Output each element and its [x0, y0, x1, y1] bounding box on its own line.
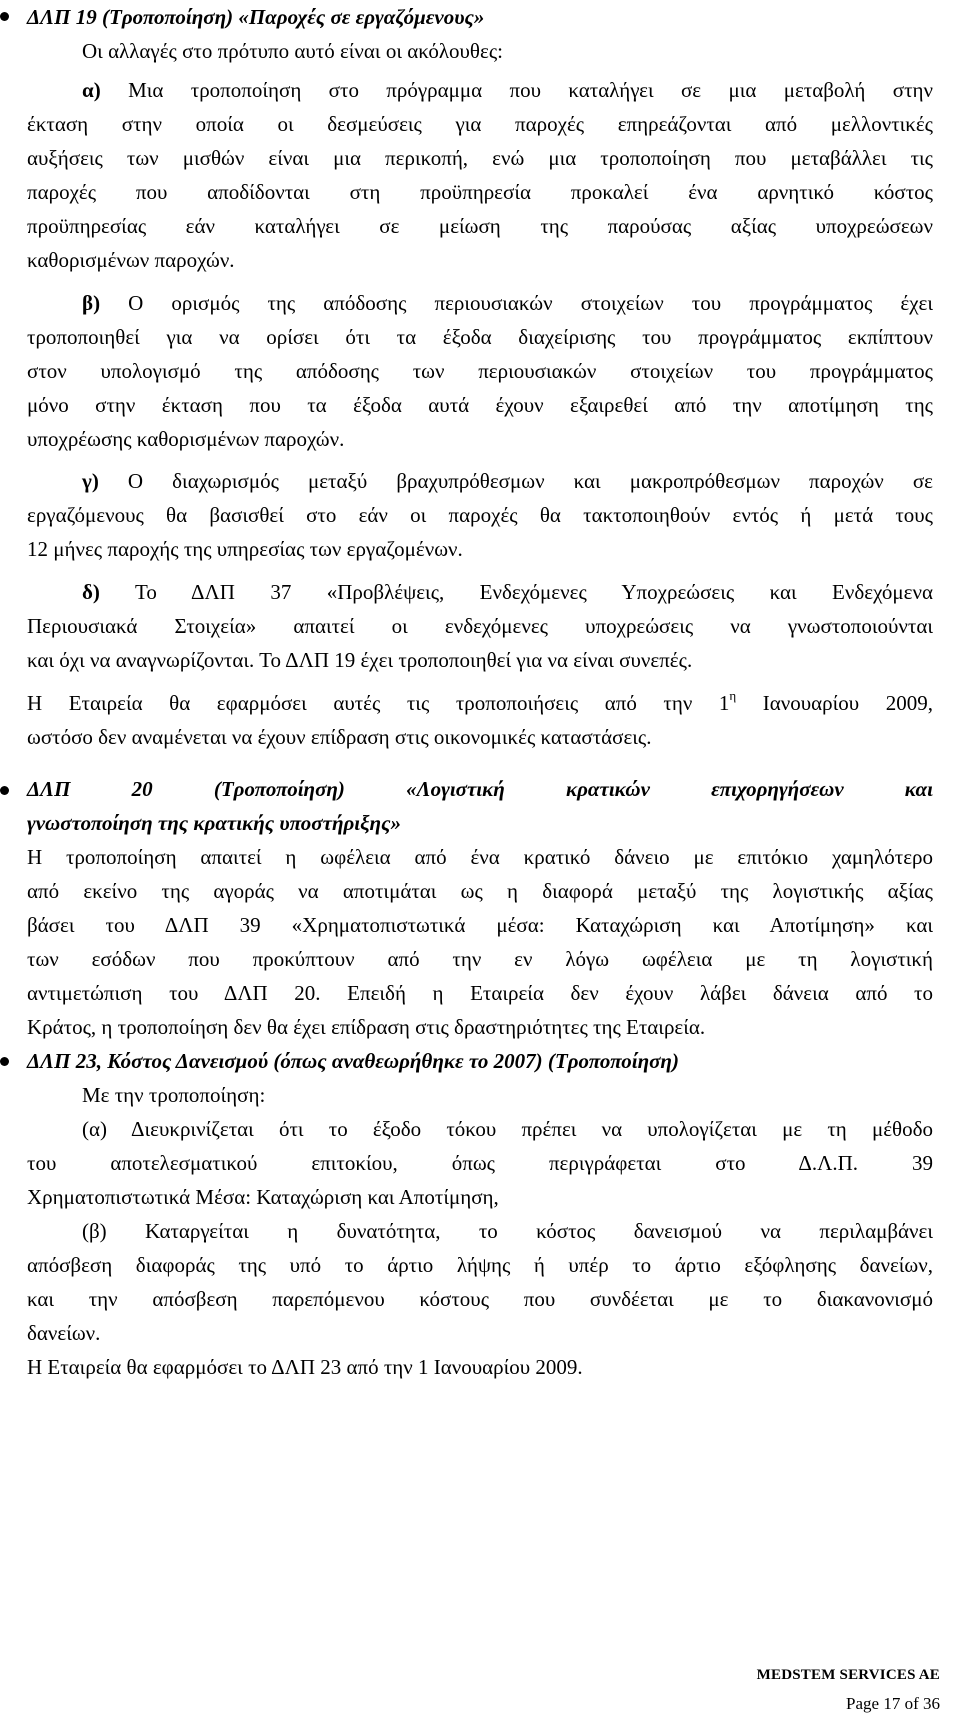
paragraph-text: Το ΔΛΠ 37 «Προβλέψεις, Ενδεχόμενες Υποχρεώσεις και Ενδεχόμενα — [134, 580, 933, 604]
item-label: α) — [82, 78, 101, 102]
paragraph-line — [82, 75, 933, 105]
paragraph-line — [27, 688, 933, 718]
paragraph-line: (α) Διευκρινίζεται ότι το έξοδο τόκου πρέπει να υπολογίζεται με τη μέθοδο — [82, 1117, 933, 1141]
paragraph-line: και την απόσβεση παρεπόμενου κόστους που συνδέεται με το διακανονισμό — [27, 1287, 933, 1311]
paragraph-line: Η Εταιρεία θα εφαρμόσει το ΔΛΠ 23 από την 1 Ιανουαρίου 2009. — [27, 1355, 583, 1379]
paragraph-line: παροχές που αποδίδονται στη προϋπηρεσία προκαλεί ένα αρνητικό κόστος — [27, 180, 933, 204]
paragraph-line — [82, 577, 933, 607]
bullet-dot — [0, 1057, 9, 1066]
paragraph-line: του αποτελεσματικού επιτοκίου, όπως περιγράφεται στο Δ.Λ.Π. 39 — [27, 1151, 933, 1175]
paragraph-line: στον υπολογισμό της απόδοσης των περιουσιακών στοιχείων του προγράμματος — [27, 359, 933, 383]
paragraph-line: απόσβεση διαφοράς της υπό το άρτιο λήψης ή υπέρ το άρτιο εξόφλησης δανείων, — [27, 1253, 933, 1277]
paragraph-line: Περιουσιακά Στοιχεία» απαιτεί οι ενδεχόμενες υποχρεώσεις να γνωστοποιούνται — [27, 614, 933, 638]
paragraph-line: βάσει του ΔΛΠ 39 «Χρηματοπιστωτικά μέσα: Καταχώριση και Αποτίμηση» και — [27, 913, 933, 937]
paragraph-text: Η Εταιρεία θα εφαρμόσει αυτές τις τροποποιήσεις από την 1 — [27, 691, 730, 715]
paragraph-line — [82, 466, 933, 496]
item-label: γ) — [82, 469, 99, 493]
paragraph-text: Μια τροποποίηση στο πρόγραμμα που καταλήγει σε μια μεταβολή στην — [128, 78, 933, 102]
paragraph-line: 12 μήνες παροχής της υπηρεσίας των εργαζομένων. — [27, 537, 463, 561]
footer-company-name: MEDSTEM SERVICES AE — [756, 1667, 940, 1683]
paragraph-line: (β) Καταργείται η δυνατότητα, το κόστος δανεισμού να περιλαμβάνει — [82, 1219, 933, 1243]
paragraph-line: καθορισμένων παροχών. — [27, 248, 235, 272]
paragraph-line: αυξήσεις των μισθών είναι μια περικοπή, ενώ μια τροποποίηση που μεταβάλλει τις — [27, 146, 933, 170]
paragraph-line: των εσόδων που προκύπτουν από την εν λόγω ωφέλεια με τη λογιστική — [27, 947, 933, 971]
superscript: η — [729, 688, 737, 703]
paragraph-line: Η τροποποίηση απαιτεί η ωφέλεια από ένα κρατικό δάνειο με επιτόκιο χαμηλότερο — [27, 845, 933, 869]
paragraph-line: προϋπηρεσίας εάν καταλήγει σε μείωση της παρούσας αξίας υποχρεώσεων — [27, 214, 933, 238]
section-heading-ias19: ΔΛΠ 19 (Τροποποίηση) «Παροχές σε εργαζόμενους» — [27, 5, 485, 29]
item-label: δ) — [82, 580, 100, 604]
paragraph-line: υποχρέωσης καθορισμένων παροχών. — [27, 427, 345, 451]
paragraph-line: εργαζόμενους θα βασισθεί στο εάν οι παροχές θα τακτοποιηθούν εντός ή μετά τους — [27, 503, 933, 527]
paragraph-text: Ιανουαρίου 2009, — [762, 691, 933, 715]
footer-page-number: Page 17 of 36 — [846, 1694, 940, 1713]
paragraph-line: μόνο στην έκταση που τα έξοδα αυτά έχουν εξαιρεθεί από την αποτίμηση της — [27, 393, 933, 417]
paragraph-line: Κράτος, η τροποποίηση δεν θα έχει επίδραση στις δραστηριότητες της Εταιρεία. — [27, 1015, 706, 1039]
paragraph-line: δανείων. — [27, 1321, 101, 1345]
paragraph-line: Χρηματοπιστωτικά Μέσα: Καταχώριση και Αποτίμηση, — [27, 1185, 499, 1209]
bullet-dot — [0, 12, 9, 21]
section-heading-ias20-cont: γνωστοποίηση της κρατικής υποστήριξης» — [27, 811, 401, 835]
section-intro: Οι αλλαγές στο πρότυπο αυτό είναι οι ακόλουθες: — [82, 39, 503, 63]
paragraph-line: έκταση στην οποία οι δεσμεύσεις για παροχές επηρεάζονται από μελλοντικές — [27, 112, 933, 136]
bullet-dot — [0, 786, 9, 795]
section-intro: Με την τροποποίηση: — [82, 1083, 266, 1107]
paragraph-text: Ο διαχωρισμός μεταξύ βραχυπρόθεσμων και μακροπρόθεσμων παροχών σε — [127, 469, 933, 493]
paragraph-line — [82, 288, 933, 318]
section-heading-ias20: ΔΛΠ 20 (Τροποποίηση) «Λογιστική κρατικών επιχορηγήσεων και — [27, 777, 933, 801]
item-label: β) — [82, 291, 101, 315]
paragraph-line: τροποποιηθεί για να ορίσει ότι τα έξοδα διαχείρισης του προγράμματος εκπίπτουν — [27, 325, 933, 349]
paragraph-text: Ο ορισμός της απόδοσης περιουσιακών στοιχείων του προγράμματος έχει — [128, 291, 933, 315]
section-heading-ias23: ΔΛΠ 23, Κόστος Δανεισμού (όπως αναθεωρήθηκε το 2007) (Τροποποίηση) — [27, 1049, 679, 1073]
paragraph-line: από εκείνο της αγοράς να αποτιμάται ως η διαφορά μεταξύ της λογιστικής αξίας — [27, 879, 933, 903]
paragraph-line: αντιμετώπιση του ΔΛΠ 20. Επειδή η Εταιρεία δεν έχουν λάβει δάνεια από το — [27, 981, 933, 1005]
paragraph-line: ωστόσο δεν αναμένεται να έχουν επίδραση στις οικονομικές καταστάσεις. — [27, 725, 652, 749]
paragraph-line: και όχι να αναγνωρίζονται. Το ΔΛΠ 19 έχει τροποποιηθεί για να είναι συνεπές. — [27, 648, 693, 672]
